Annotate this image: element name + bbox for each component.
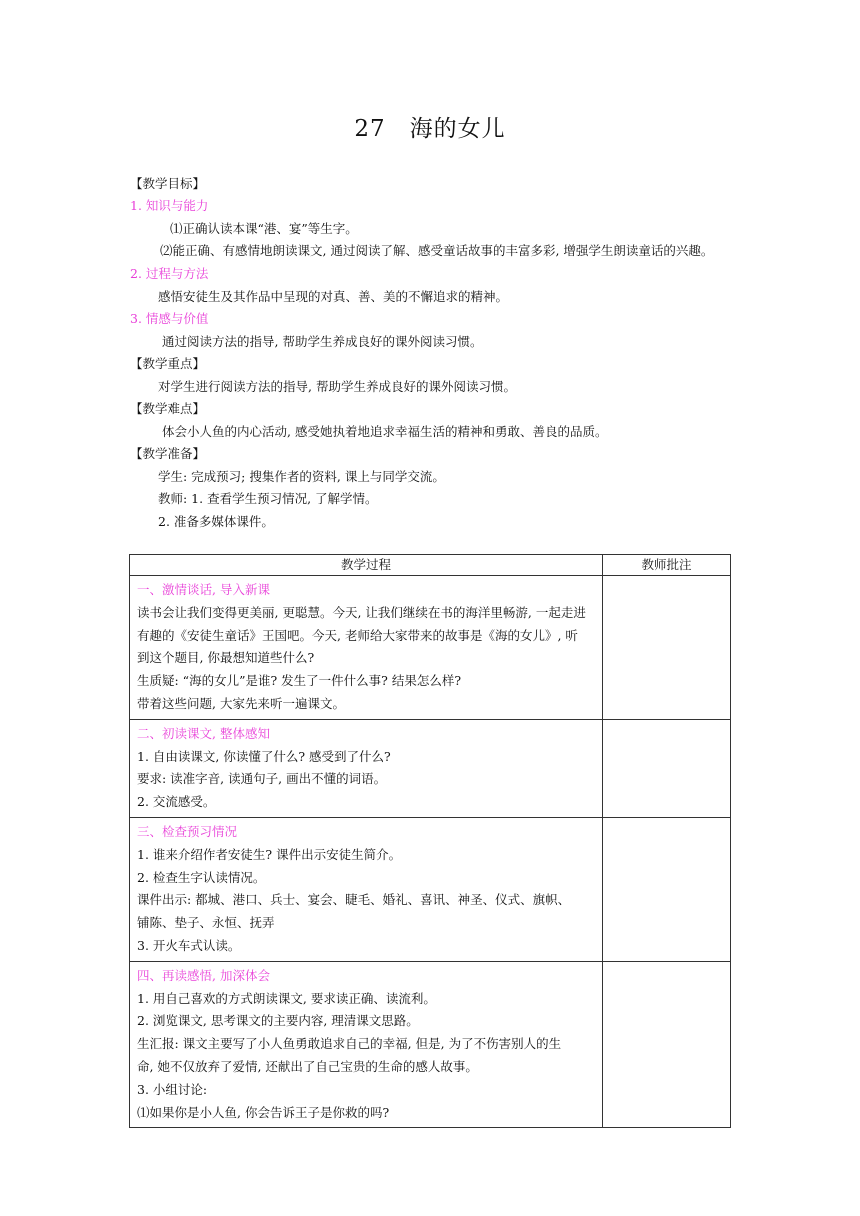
section-line: 铺陈、垫子、永恒、抚弄: [137, 915, 275, 931]
section-line: 2. 检查生字认读情况。: [137, 869, 266, 885]
preparation-teacher-1: 教师: 1. 查看学生预习情况, 了解学情。: [158, 491, 378, 506]
objective-2-text: 感悟安徒生及其作品中呈现的对真、善、美的不懈追求的精神。: [158, 289, 509, 304]
key-points-header: 【教学重点】: [130, 356, 206, 371]
section-line: 课件出示: 都城、港口、兵士、宴会、睫毛、婚礼、喜讯、神圣、仪式、旗帜、: [137, 892, 571, 908]
section-title: 一、激情谈话, 导入新课: [137, 582, 270, 597]
section-line: 生质疑: “海的女儿”是谁? 发生了一件什么事? 结果怎么样?: [137, 673, 462, 689]
process-cell: [130, 961, 603, 1128]
section-line: 1. 谁来介绍作者安徒生? 课件出示安徒生简介。: [137, 846, 402, 862]
section-line: 3. 开火车式认读。: [137, 937, 241, 953]
objective-1-item-1: ⑴正确认读本课“港、宴”等生字。: [170, 221, 358, 236]
table-header-row: [130, 555, 731, 576]
difficulties-header: 【教学难点】: [130, 401, 206, 416]
table-row: [130, 576, 731, 720]
table-row: [130, 719, 731, 817]
section-line: 2. 浏览课文, 思考课文的主要内容, 理清课文思路。: [137, 1013, 419, 1029]
section-line: 到这个题目, 你最想知道些什么?: [137, 650, 315, 666]
section-line: 生汇报: 课文主要写了小人鱼勇敢追求自己的幸福, 但是, 为了不伤害别人的生: [137, 1036, 562, 1052]
objective-3-title: 3. 情感与价值: [130, 311, 209, 326]
section-line: 1. 自由读课文, 你读懂了什么? 感受到了什么?: [137, 748, 391, 764]
objective-1-title: 1. 知识与能力: [130, 198, 209, 213]
section-line: 1. 用自己喜欢的方式朗读课文, 要求读正确、读流利。: [137, 990, 436, 1006]
objective-3-text: 通过阅读方法的指导, 帮助学生养成良好的课外阅读习惯。: [162, 334, 483, 349]
preparation-student: 学生: 完成预习; 搜集作者的资料, 课上与同学交流。: [158, 469, 445, 484]
section-line: 读书会让我们变得更美丽, 更聪慧。今天, 让我们继续在书的海洋里畅游, 一起走进: [137, 604, 586, 620]
section-line: 有趣的《安徒生童话》王国吧。今天, 老师给大家带来的故事是《海的女儿》, 听: [137, 627, 578, 643]
notes-cell: [602, 576, 730, 720]
table-row: [130, 961, 731, 1128]
objective-2-title: 2. 过程与方法: [130, 266, 209, 281]
section-line: 要求: 读准字音, 读通句子, 画出不懂的词语。: [137, 771, 387, 787]
section-title: 四、再读感悟, 加深体会: [137, 967, 270, 983]
section-line: 3. 小组讨论:: [137, 1081, 208, 1097]
objectives-header: 【教学目标】: [130, 176, 206, 191]
section-line: 2. 交流感受。: [137, 794, 216, 810]
notes-cell: [602, 961, 730, 1128]
notes-cell: [602, 719, 730, 817]
key-points-text: 对学生进行阅读方法的指导, 帮助学生养成良好的课外阅读习惯。: [158, 379, 516, 394]
table-row: [130, 817, 731, 961]
section-line: 命, 她不仅放弃了爱情, 还献出了自己宝贵的生命的感人故事。: [137, 1058, 478, 1074]
process-cell: [130, 719, 603, 817]
page-title: 27 海的女儿: [354, 116, 506, 142]
preparation-header: 【教学准备】: [130, 446, 206, 461]
teaching-process-table: [129, 554, 731, 1128]
column-header-process: 教学过程: [130, 555, 603, 576]
section-line: ⑴如果你是小人鱼, 你会告诉王子是你救的吗?: [137, 1104, 390, 1120]
section-title: 二、初读课文, 整体感知: [137, 725, 270, 741]
section-line: 带着这些问题, 大家先来听一遍课文。: [137, 695, 345, 711]
process-cell: [130, 576, 603, 720]
difficulties-text: 体会小人鱼的内心活动, 感受她执着地追求幸福生活的精神和勇敢、善良的品质。: [162, 424, 608, 439]
objective-1-item-2: ⑵能正确、有感情地朗读课文, 通过阅读了解、感受童话故事的丰富多彩, 增强学生朗读童话的兴趣。: [160, 243, 714, 258]
process-cell: [130, 817, 603, 961]
notes-cell: [602, 817, 730, 961]
column-header-notes: 教师批注: [602, 555, 730, 576]
preparation-teacher-2: 2. 准备多媒体课件。: [158, 514, 274, 529]
section-title: 三、检查预习情况: [137, 823, 238, 839]
